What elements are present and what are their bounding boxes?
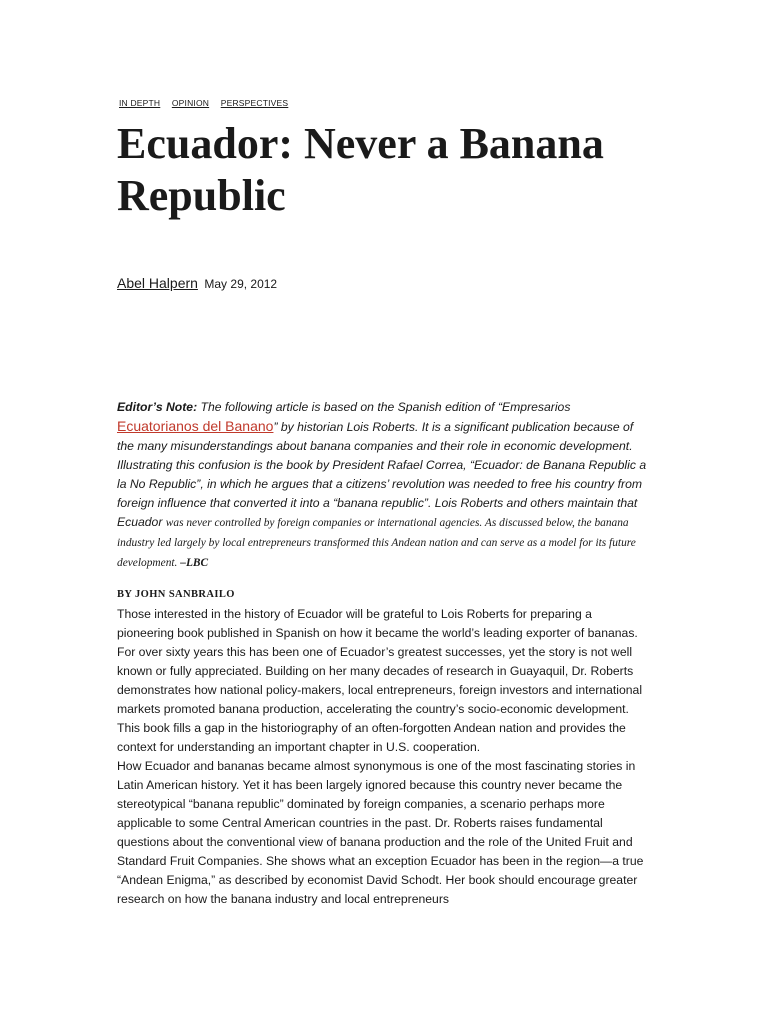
article-author: BY JOHN SANBRAILO <box>117 589 235 600</box>
editors-note <box>117 398 651 573</box>
byline <box>117 275 277 293</box>
author-link[interactable]: Abel Halpern <box>117 275 198 291</box>
body-paragraph: Those interested in the history of Ecuador will be grateful to Lois Roberts for preparing a pioneering book published in Spanish on how it became the world’s leading exporter of bananas. For over sixty years this has been one of Ecuador’s greatest successes, yet the story is not well known or fully appreciated. Building on her many decades of research in Guayaquil, Dr. Roberts demonstrates how national policy-makers, local entrepreneurs, foreign investors and international markets promoted banana production, accelerating the country’s socio-economic development. This book fills a gap in the historiography of an often-forgotten Andean nation and provides the context for understanding an important chapter in U.S. cooperation. <box>117 607 643 754</box>
tag-perspectives[interactable]: PERSPECTIVES <box>220 98 289 108</box>
tag-in-depth[interactable]: IN DEPTH <box>119 98 161 108</box>
editors-note-text-continued: ” by historian Lois Roberts. It is a significant publication because of the many misunderstandings about banana companies and their role in economic development. Illustrating this confusion is the book by President Rafael Correa, “Ecuador: de Banana Republic a la No Republic”, in which he argues that a citizens’ revolution was needed to free his country from foreign influence that converted it into a “banana republic”. Lois Roberts and others maintain that Ecuador <box>117 420 647 529</box>
article-title: Ecuador: Never a Banana Republic <box>117 119 604 220</box>
article-body <box>117 605 651 909</box>
book-title-link[interactable]: Ecuatorianos del Banano <box>117 418 274 434</box>
publish-date: May 29, 2012 <box>204 277 278 291</box>
body-paragraph: How Ecuador and bananas became almost synonymous is one of the most fascinating stories in Latin American history. Yet it has been largely ignored because this country never became the stereotypical “banana republic” dominated by foreign companies, a scenario perhaps more applicable to some Central American countries in the past. Dr. Roberts raises fundamental questions about the conventional view of banana production and the role of the United Fruit and Standard Fruit Companies. She shows what an exception Ecuador has been in the region—a true “Andean Enigma,” as described by economist David Schodt. Her book should encourage greater research on how the banana industry and local entrepreneurs <box>117 759 644 906</box>
tag-opinion[interactable]: OPINION <box>171 98 210 108</box>
editors-note-serif-text: was never controlled by foreign companies or international agencies. As discussed below, the banana industry led largely by local entrepreneurs transformed this Andean nation and can serve as a model for its future development. <box>117 517 636 569</box>
editors-note-label: Editor’s Note: <box>117 400 198 414</box>
editors-note-text: The following article is based on the Spanish edition of “Empresarios <box>197 400 571 414</box>
category-tags <box>119 98 297 108</box>
editors-note-signature: –LBC <box>180 557 209 569</box>
